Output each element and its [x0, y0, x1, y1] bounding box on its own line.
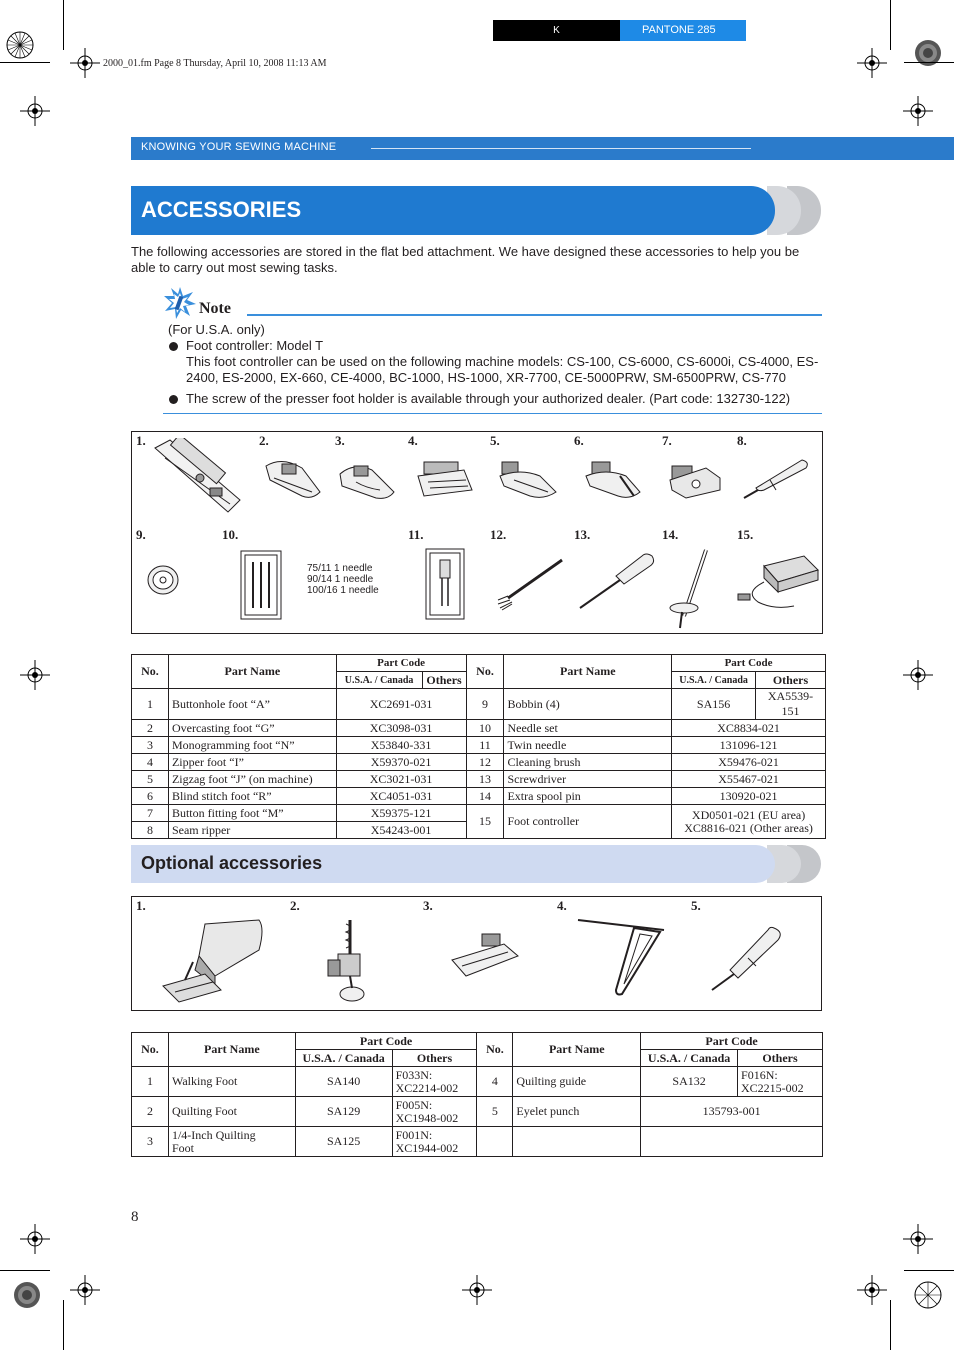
row-part-name: Button fitting foot “M” [168, 805, 336, 822]
row-no: 1 [132, 689, 169, 720]
figure-number: 13. [574, 527, 591, 542]
quilting-guide-icon [574, 916, 670, 998]
crop-mark [63, 1300, 64, 1350]
row-part-name: Zigzag foot “J” (on machine) [168, 771, 336, 788]
row-part-code: 135793-001 [641, 1097, 823, 1127]
row-part-code: X54243-001 [336, 822, 466, 839]
bobbin-icon [145, 562, 181, 598]
monogramming-foot-icon [336, 460, 398, 502]
walking-foot-icon [155, 916, 265, 1004]
row-part-name: Needle set [504, 720, 672, 737]
row-no: 3 [132, 737, 169, 754]
col-header-others: Others [422, 672, 466, 689]
table-row [132, 1097, 823, 1127]
crosshair-mark-icon [462, 1275, 492, 1305]
registration-target-icon [913, 38, 943, 68]
row-part-code-usa: SA156 [672, 689, 756, 720]
col-header-others: Others [738, 1050, 823, 1067]
crop-mark [890, 0, 891, 50]
crosshair-mark-icon [903, 1224, 933, 1254]
empty-cell [513, 1127, 641, 1157]
twin-needle-icon [425, 548, 465, 620]
col-header-usa: U.S.A. / Canada [672, 672, 756, 689]
note-rule [247, 314, 822, 316]
row-part-name: Extra spool pin [504, 788, 672, 805]
cleaning-brush-icon [494, 556, 566, 612]
registration-target-icon [913, 1280, 943, 1310]
screwdriver-icon [574, 552, 656, 614]
crop-mark [63, 0, 64, 50]
row-part-code-others [392, 1127, 477, 1157]
row-no: 5 [132, 771, 169, 788]
figure-number: 6. [574, 433, 584, 448]
row-part-code-line: XC8816-021 (Other areas) [684, 820, 813, 835]
row-part-code: 131096-121 [672, 737, 826, 754]
col-header-part-code: Part Code [295, 1033, 477, 1050]
figure-number: 11. [408, 527, 424, 542]
section-header-rule [371, 148, 751, 149]
zipper-foot-icon [412, 456, 476, 502]
row-part-name: Cleaning brush [504, 754, 672, 771]
row-others-line: F033N: [395, 1067, 433, 1082]
row-name-line: 1/4-Inch Quilting [171, 1127, 256, 1142]
row-part-code: X53840-331 [336, 737, 466, 754]
row-part-name: Seam ripper [168, 822, 336, 839]
row-no: 8 [132, 822, 169, 839]
row-no: 4 [477, 1067, 513, 1097]
row-part-name: Eyelet punch [513, 1097, 641, 1127]
figure-number: 2. [259, 433, 269, 448]
row-no: 9 [466, 689, 504, 720]
row-no: 12 [466, 754, 504, 771]
row-part-name: Foot controller [504, 805, 672, 839]
row-others-line: XC2215-002 [741, 1080, 804, 1095]
needle-label: 100/16 1 needle [307, 585, 379, 596]
figure-number: 4. [557, 898, 567, 913]
intro-paragraph: The following accessories are stored in the flat bed attachment. We have designed these accessories to help you be able to carry out most sewing tasks. [131, 244, 800, 275]
quarter-inch-foot-icon [448, 930, 522, 980]
row-part-code-line: XD0501-021 (EU area) [691, 807, 806, 822]
row-no: 4 [132, 754, 169, 771]
table-row [132, 771, 826, 788]
crosshair-mark-icon [20, 1224, 50, 1254]
row-part-code-usa: SA140 [295, 1067, 392, 1097]
note-title: Note [199, 300, 231, 317]
row-no: 7 [132, 805, 169, 822]
row-part-code: X59476-021 [672, 754, 826, 771]
row-part-name: Quilting Foot [168, 1097, 295, 1127]
empty-cell [477, 1127, 513, 1157]
prepress-file-info: 2000_01.fm Page 8 Thursday, April 10, 2008 11:13 AM [103, 58, 327, 69]
row-no: 3 [132, 1127, 169, 1157]
row-part-code-others: XA5539-151 [756, 689, 826, 720]
row-no: 14 [466, 788, 504, 805]
note-bullet1-head: Foot controller: Model T [186, 338, 324, 353]
col-header-part-code: Part Code [336, 655, 466, 672]
col-header-no: No. [132, 1033, 169, 1067]
crop-mark [904, 62, 954, 63]
row-part-code: 130920-021 [672, 788, 826, 805]
crosshair-mark-icon [857, 1275, 887, 1305]
row-others-line: XC1948-002 [395, 1110, 459, 1125]
empty-cell [641, 1127, 823, 1157]
crosshair-mark-icon [20, 96, 50, 126]
col-header-usa: U.S.A. / Canada [641, 1050, 738, 1067]
overcasting-foot-icon [262, 456, 324, 502]
row-no: 1 [132, 1067, 169, 1097]
crop-mark [904, 1270, 954, 1271]
needle-set-icon [240, 550, 282, 620]
row-part-code: X55467-021 [672, 771, 826, 788]
col-header-no: No. [477, 1033, 513, 1067]
row-no: 6 [132, 788, 169, 805]
table-row [132, 720, 826, 737]
col-header-others: Others [392, 1050, 477, 1067]
page-number: 8 [131, 1209, 139, 1225]
row-no: 2 [132, 720, 169, 737]
page-title-bar [131, 186, 821, 235]
col-header-part-code: Part Code [672, 655, 826, 672]
row-others-line: F005N: [395, 1097, 433, 1112]
bullet-icon [169, 342, 178, 351]
row-part-name: Quilting guide [513, 1067, 641, 1097]
figure-number: 10. [222, 527, 239, 542]
table-row [132, 754, 826, 771]
section-header-band [131, 137, 954, 160]
crosshair-mark-icon [70, 48, 100, 78]
zigzag-foot-icon [494, 458, 560, 502]
col-header-part-name: Part Name [504, 655, 672, 689]
row-part-code-others [392, 1067, 477, 1097]
note-icon [163, 286, 197, 320]
figure-number: 14. [662, 527, 679, 542]
crosshair-mark-icon [903, 96, 933, 126]
table-row [132, 788, 826, 805]
quilting-foot-icon [322, 916, 372, 1006]
figure-number: 12. [490, 527, 507, 542]
row-name-line: Foot [171, 1140, 194, 1155]
col-header-others: Others [756, 672, 826, 689]
col-header-part-name: Part Name [168, 655, 336, 689]
table-row [132, 737, 826, 754]
row-part-code: XC2691-031 [336, 689, 466, 720]
col-header-part-name: Part Name [513, 1033, 641, 1067]
row-part-name [168, 1127, 295, 1157]
figure-number: 2. [290, 898, 300, 913]
crop-mark [890, 1300, 891, 1350]
figure-number: 9. [136, 527, 146, 542]
table-row [132, 805, 826, 822]
spool-pin-icon [666, 546, 712, 630]
table-row [132, 1067, 823, 1097]
row-part-code: XC4051-031 [336, 788, 466, 805]
row-part-code: X59375-121 [336, 805, 466, 822]
col-header-no: No. [466, 655, 504, 689]
row-part-name: Monogramming foot “N” [168, 737, 336, 754]
row-part-code-usa: SA132 [641, 1067, 738, 1097]
buttonhole-foot-icon [150, 438, 245, 518]
figure-number: 7. [662, 433, 672, 448]
figure-number: 1. [136, 433, 146, 448]
figure-number: 5. [691, 898, 701, 913]
eyelet-punch-icon [708, 924, 784, 994]
crop-mark [0, 62, 50, 63]
blind-stitch-foot-icon [582, 458, 644, 502]
row-part-code: X59370-021 [336, 754, 466, 771]
col-header-usa: U.S.A. / Canada [295, 1050, 392, 1067]
row-part-code: XC8834-021 [672, 720, 826, 737]
crosshair-mark-icon [70, 1275, 100, 1305]
needle-label: 75/11 1 needle [307, 563, 373, 574]
col-header-part-name: Part Name [168, 1033, 295, 1067]
crop-mark [0, 1270, 50, 1271]
bullet-icon [169, 395, 178, 404]
row-no: 15 [466, 805, 504, 839]
row-part-code: XC3098-031 [336, 720, 466, 737]
note-scope: (For U.S.A. only) [168, 322, 265, 337]
needle-label: 90/14 1 needle [307, 574, 374, 585]
row-part-name: Buttonhole foot “A” [168, 689, 336, 720]
note-bullet2: The screw of the presser foot holder is available through your authorized dealer. (Part code: 132730-122) [186, 391, 791, 406]
button-fitting-foot-icon [666, 460, 724, 500]
optional-accessories-title: Optional accessories [141, 853, 323, 873]
row-no: 11 [466, 737, 504, 754]
row-part-code-others [392, 1097, 477, 1127]
row-no: 2 [132, 1097, 169, 1127]
figure-number: 8. [737, 433, 747, 448]
figure-number: 3. [335, 433, 345, 448]
row-others-line: XC1944-002 [395, 1140, 459, 1155]
row-others-line: F016N: [741, 1067, 778, 1082]
row-part-name: Bobbin (4) [504, 689, 672, 720]
row-part-code: XC3021-031 [336, 771, 466, 788]
row-others-line: XC2214-002 [395, 1080, 459, 1095]
crosshair-mark-icon [903, 660, 933, 690]
seam-ripper-icon [740, 456, 812, 502]
foot-controller-icon [734, 552, 820, 616]
accessories-table [131, 654, 826, 839]
figure-number: 15. [737, 527, 754, 542]
row-part-name: Walking Foot [168, 1067, 295, 1097]
row-others-line: F001N: [395, 1127, 433, 1142]
table-row [132, 689, 826, 720]
color-pantone-box: PANTONE 285 [620, 20, 746, 41]
table-row [132, 1127, 823, 1157]
row-part-code-others [738, 1067, 823, 1097]
color-k-box: K [493, 20, 620, 41]
note-bullet1-body: This foot controller can be used on the following machine models: CS-100, CS-6000, CS-6000i, CS-4000, ES-2400, ES-2000, EX-660, CE-4000, BC-1000, HS-1000, XR-7700, CE-5000PRW, SM-6500PRW, CS-770 [186, 354, 819, 385]
row-part-code-usa: SA125 [295, 1127, 392, 1157]
figure-number: 1. [136, 898, 146, 913]
row-part-name: Screwdriver [504, 771, 672, 788]
note-bottom-rule [163, 413, 822, 414]
col-header-part-code: Part Code [641, 1033, 823, 1050]
page-title: ACCESSORIES [141, 197, 302, 222]
registration-target-icon [5, 30, 35, 60]
row-no: 5 [477, 1097, 513, 1127]
col-header-usa: U.S.A. / Canada [336, 672, 422, 689]
optional-accessories-bar [131, 845, 821, 883]
row-part-name: Overcasting foot “G” [168, 720, 336, 737]
figure-number: 4. [408, 433, 418, 448]
row-part-name: Twin needle [504, 737, 672, 754]
section-header-label: KNOWING YOUR SEWING MACHINE [141, 141, 337, 153]
row-part-code-usa: SA129 [295, 1097, 392, 1127]
optional-accessories-table [131, 1032, 823, 1157]
col-header-no: No. [132, 655, 169, 689]
row-no: 10 [466, 720, 504, 737]
registration-target-icon [12, 1280, 42, 1310]
row-part-name: Zipper foot “I” [168, 754, 336, 771]
row-part-code [672, 805, 826, 839]
figure-number: 3. [423, 898, 433, 913]
figure-number: 5. [490, 433, 500, 448]
row-no: 13 [466, 771, 504, 788]
row-part-name: Blind stitch foot “R” [168, 788, 336, 805]
crosshair-mark-icon [20, 660, 50, 690]
crosshair-mark-icon [857, 48, 887, 78]
